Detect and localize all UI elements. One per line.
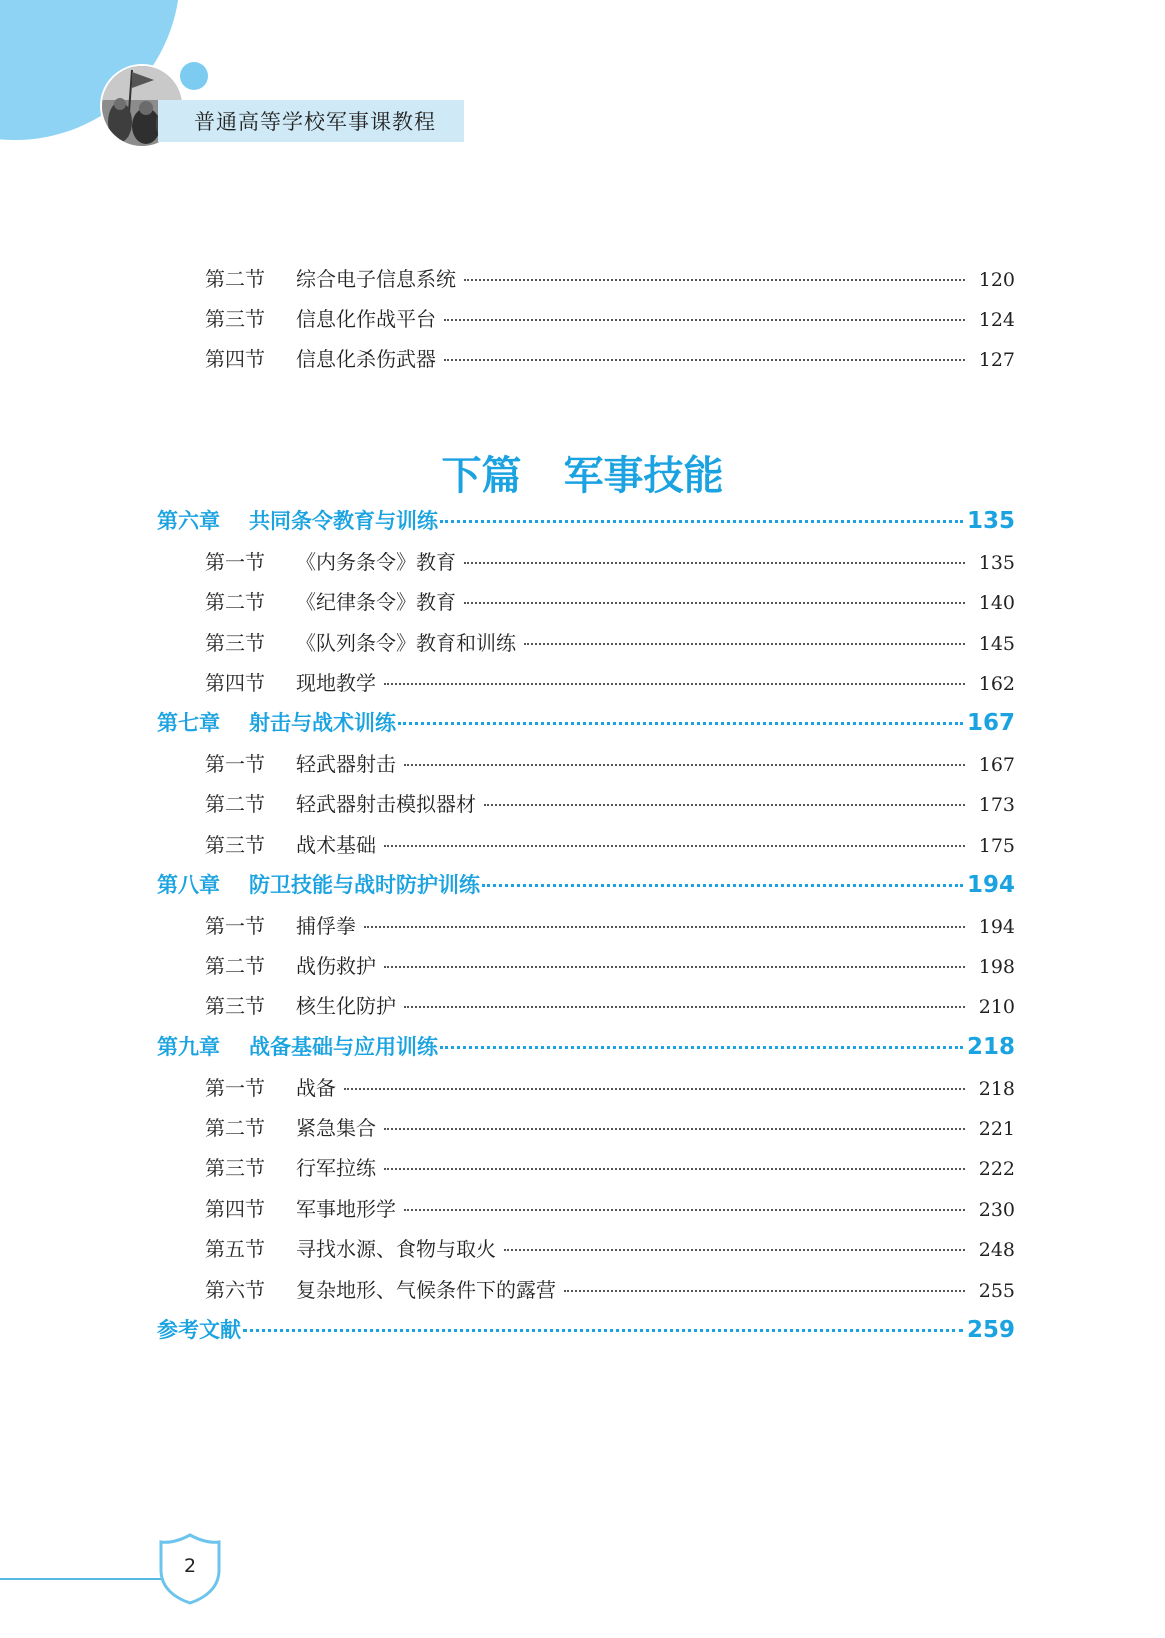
section-page: 194 (978, 916, 1015, 938)
dot-leader (344, 1088, 965, 1090)
section-page: 173 (978, 794, 1015, 816)
dot-leader (384, 845, 965, 847)
part-name: 军事技能 (563, 453, 724, 499)
section-number: 第二节 (205, 267, 265, 291)
section-page: 124 (978, 309, 1015, 331)
section-page: 198 (978, 956, 1015, 978)
references-title: 参考文献 (157, 1318, 241, 1342)
section-number: 第二节 (205, 954, 265, 978)
dot-leader (384, 683, 965, 685)
dot-leader (464, 602, 965, 604)
section-title: 军事地形学 (296, 1197, 396, 1221)
section-title: 信息化杀伤武器 (296, 347, 436, 371)
section-title: 战伤救护 (296, 954, 376, 978)
dot-leader (384, 1128, 965, 1130)
section-page: 145 (978, 633, 1015, 655)
dot-leader (504, 1249, 965, 1251)
toc-section-row[interactable] (205, 1233, 1015, 1262)
dot-leader (524, 643, 965, 645)
dot-leader (464, 562, 965, 564)
section-number: 第五节 (205, 1237, 265, 1261)
section-number: 第四节 (205, 1197, 265, 1221)
toc-section-row[interactable] (205, 748, 1015, 777)
dot-leader (564, 1290, 965, 1292)
section-number: 第三节 (205, 833, 265, 857)
section-page: 230 (978, 1199, 1015, 1221)
dot-leader (484, 804, 965, 806)
toc-section-row[interactable] (205, 343, 1015, 372)
chapter-page: 194 (967, 872, 1016, 898)
section-number: 第三节 (205, 631, 265, 655)
dot-leader (243, 1329, 963, 1332)
toc-chapter-row[interactable] (157, 869, 1015, 899)
section-number: 第三节 (205, 307, 265, 331)
toc-section-row[interactable] (205, 1152, 1015, 1181)
dot-leader (482, 884, 963, 887)
toc-section-row[interactable] (205, 1193, 1015, 1222)
toc-references-row[interactable] (157, 1314, 1015, 1344)
section-page: 175 (978, 835, 1015, 857)
section-number: 第二节 (205, 590, 265, 614)
toc-section-row[interactable] (205, 788, 1015, 817)
section-number: 第二节 (205, 792, 265, 816)
section-title: 《内务条令》教育 (296, 550, 456, 574)
section-title: 轻武器射击 (296, 752, 396, 776)
section-title: 综合电子信息系统 (296, 267, 456, 291)
section-title: 战术基础 (296, 833, 376, 857)
section-page: 255 (978, 1280, 1015, 1302)
section-page: 210 (978, 996, 1015, 1018)
section-title: 行军拉练 (296, 1156, 376, 1180)
chapter-page: 167 (967, 710, 1016, 736)
section-number: 第一节 (205, 550, 265, 574)
section-page: 222 (978, 1158, 1015, 1180)
chapter-title: 战备基础与应用训练 (249, 1035, 438, 1059)
section-title: 《队列条令》教育和训练 (296, 631, 516, 655)
section-title: 现地教学 (296, 671, 376, 695)
section-number: 第四节 (205, 671, 265, 695)
section-page: 218 (978, 1078, 1015, 1100)
section-title: 核生化防护 (296, 994, 396, 1018)
section-number: 第一节 (205, 914, 265, 938)
chapter-title: 共同条令教育与训练 (249, 509, 438, 533)
dot-leader (464, 279, 965, 281)
dot-leader (398, 722, 963, 725)
section-title: 寻找水源、食物与取火 (296, 1237, 496, 1261)
page-number: 2 (183, 1555, 197, 1577)
book-title: 普通高等学校军事课教程 (194, 110, 436, 134)
toc-section-row[interactable] (205, 910, 1015, 939)
toc-chapter-row[interactable] (157, 707, 1015, 737)
section-title: 捕俘拳 (296, 914, 356, 938)
dot-leader (384, 1168, 965, 1170)
toc-section-row[interactable] (205, 990, 1015, 1019)
chapter-number: 第六章 (157, 509, 220, 533)
chapter-number: 第九章 (157, 1035, 220, 1059)
chapter-title: 防卫技能与战时防护训练 (249, 873, 480, 897)
section-number: 第四节 (205, 347, 265, 371)
section-title: 紧急集合 (296, 1116, 376, 1140)
section-page: 120 (978, 269, 1015, 291)
section-page: 248 (978, 1239, 1015, 1261)
section-number: 第二节 (205, 1116, 265, 1140)
section-number: 第六节 (205, 1278, 265, 1302)
dot-leader (444, 319, 965, 321)
dot-leader (384, 966, 965, 968)
toc-section-row[interactable] (205, 829, 1015, 858)
section-title: 信息化作战平台 (296, 307, 436, 331)
toc-section-row[interactable] (205, 627, 1015, 656)
section-page: 162 (978, 673, 1015, 695)
section-title: 战备 (296, 1076, 336, 1100)
chapter-number: 第七章 (157, 711, 220, 735)
section-title: 《纪律条令》教育 (296, 590, 456, 614)
part-title (0, 444, 1165, 501)
references-page: 259 (967, 1317, 1016, 1343)
section-number: 第三节 (205, 1156, 265, 1180)
dot-leader (364, 926, 965, 928)
chapter-number: 第八章 (157, 873, 220, 897)
toc-section-row[interactable] (205, 586, 1015, 615)
toc-section-row[interactable] (205, 1274, 1015, 1303)
toc-section-row[interactable] (205, 546, 1015, 575)
section-title: 轻武器射击模拟器材 (296, 792, 476, 816)
part-label: 下篇 (441, 453, 522, 499)
section-number: 第三节 (205, 994, 265, 1018)
section-page: 221 (978, 1118, 1015, 1140)
toc-section-row[interactable] (205, 950, 1015, 979)
chapter-page: 218 (967, 1034, 1016, 1060)
section-number: 第一节 (205, 1076, 265, 1100)
toc-section-row[interactable] (205, 1112, 1015, 1141)
dot-leader (404, 1209, 965, 1211)
footer-rule (0, 1578, 170, 1580)
section-page: 135 (978, 552, 1015, 574)
dot-leader (444, 359, 965, 361)
toc-chapter-row[interactable] (157, 1031, 1015, 1061)
toc-section-row[interactable] (205, 667, 1015, 696)
dot-leader (404, 1006, 965, 1008)
section-page: 127 (978, 349, 1015, 371)
section-title: 复杂地形、气候条件下的露营 (296, 1278, 556, 1302)
dot-leader (440, 520, 963, 523)
toc-section-row[interactable] (205, 263, 1015, 292)
toc-section-row[interactable] (205, 1072, 1015, 1101)
toc-section-row[interactable] (205, 303, 1015, 332)
section-page: 167 (978, 754, 1015, 776)
section-number: 第一节 (205, 752, 265, 776)
toc-chapter-row[interactable] (157, 505, 1015, 535)
dot-leader (404, 764, 965, 766)
section-page: 140 (978, 592, 1015, 614)
chapter-page: 135 (967, 508, 1016, 534)
chapter-title: 射击与战术训练 (249, 711, 396, 735)
dot-leader (440, 1046, 963, 1049)
